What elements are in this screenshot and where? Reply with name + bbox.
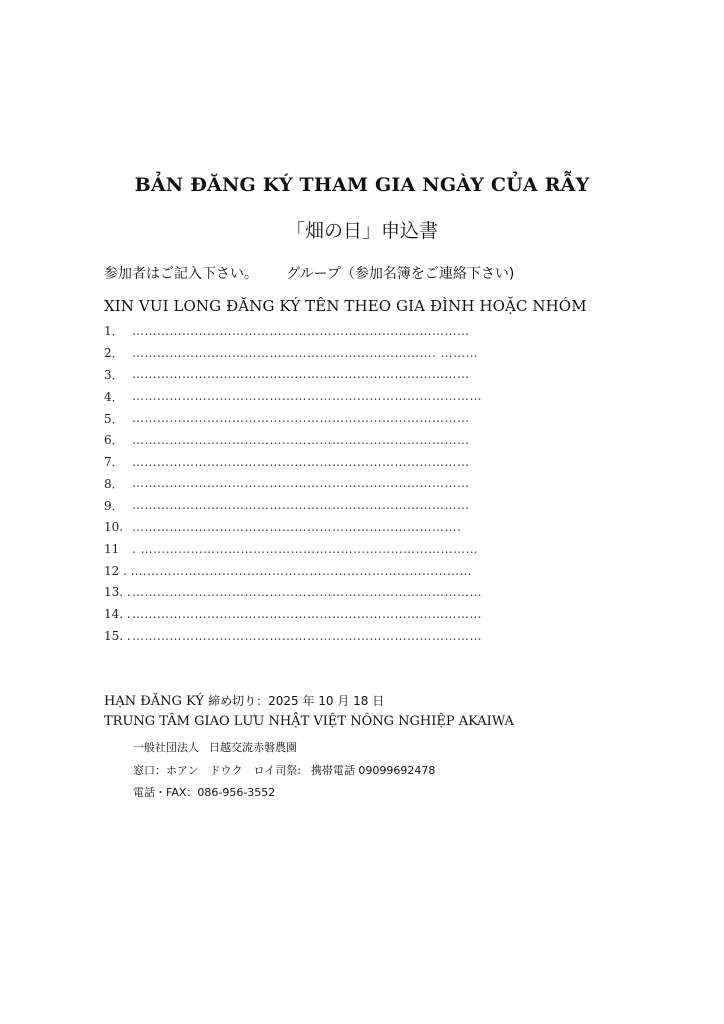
instructions [104, 263, 514, 283]
registration-row[interactable] [104, 451, 574, 473]
registration-row[interactable] [104, 342, 574, 364]
deadline [104, 692, 384, 709]
row-fill-line[interactable]: ……………………………………………………………………… [132, 367, 470, 382]
row-number: 12 . . [104, 563, 135, 578]
row-number: 10. [104, 520, 124, 535]
registration-heading: XIN VUI LONG ĐĂNG KÝ TÊN THEO GIA ĐÌNH HOẶC NHÓM [104, 297, 587, 315]
deadline-date-jp: 締め切り：2025 年 10 月 18 日 [208, 694, 385, 708]
org-type: 一般社団法人 [133, 741, 199, 754]
row-number: 9． [104, 498, 124, 513]
row-number: 7． [104, 455, 124, 470]
registration-list [104, 320, 574, 647]
row-fill-line[interactable]: ……………………………………………………………………… [132, 411, 470, 426]
row-fill-line[interactable]: ………………………………………………………………………… [132, 585, 482, 600]
org-name: 日越交流赤磐農園 [209, 741, 297, 754]
registration-row[interactable] [104, 560, 574, 582]
instructions-participants: 参加者はご記入下さい。 [104, 266, 258, 282]
contact-person: 窓口：ホアン ドウク ロイ司祭: [133, 764, 301, 777]
registration-row[interactable] [104, 429, 574, 451]
row-fill-line[interactable]: ……………………………………………………………………… [132, 476, 470, 491]
row-fill-line[interactable]: ……………………………………………………………………. [132, 520, 462, 535]
instructions-group: グループ（参加名簿をご連絡下さい) [286, 266, 515, 282]
row-fill-line[interactable]: ………………………………………………………………. ……… [132, 345, 479, 360]
mobile-phone: 携帯電話 09099692478 [310, 764, 436, 777]
row-number: 11 [104, 541, 120, 556]
registration-row[interactable] [104, 516, 574, 538]
center-name: TRUNG TÂM GIAO LƯU NHẬT VIỆT NÔNG NGHIỆP AKAIWA [104, 714, 514, 729]
row-number: 1． [104, 324, 124, 339]
registration-row[interactable] [104, 538, 574, 560]
document-subtitle: 「畑の日」申込書 [285, 220, 438, 242]
row-number: 14. . [104, 607, 131, 622]
registration-row[interactable] [104, 320, 574, 342]
row-fill-line[interactable]: ……………………………………………………………………… [132, 498, 470, 513]
row-fill-line[interactable]: ……………………………………………………………………… [132, 323, 470, 338]
row-number: 15. . [104, 629, 131, 644]
row-fill-line[interactable]: ………………………………………………………………………… [132, 629, 482, 644]
row-fill-line[interactable]: ……………………………………………………………………… [132, 432, 470, 447]
registration-row[interactable] [104, 494, 574, 516]
row-number: 13. . [104, 585, 131, 600]
row-number: 2． [104, 346, 124, 361]
row-number: 5． [104, 411, 124, 426]
row-fill-line[interactable]: ……………………………………………………………………… [134, 563, 473, 578]
organization [133, 739, 297, 755]
row-number: 4． [104, 389, 124, 404]
registration-row[interactable] [104, 603, 574, 625]
row-number: 8． [104, 476, 124, 491]
contact-window [133, 762, 435, 778]
document-title: BẢN ĐĂNG KÝ THAM GIA NGÀY CỦA RẪY [134, 174, 590, 196]
registration-row[interactable] [104, 582, 574, 604]
row-fill-line[interactable]: ………………………………………………………………………… [132, 607, 482, 622]
phone-fax: 電話・FAX：086-956-3552 [133, 786, 276, 799]
registration-row[interactable] [104, 407, 574, 429]
registration-row[interactable] [104, 625, 574, 647]
deadline-label-vn: HẠN ĐĂNG KÝ [104, 694, 204, 709]
row-number: 3． [104, 367, 124, 382]
row-fill-line[interactable]: ………………………………………………………………………… [132, 389, 482, 404]
registration-row[interactable] [104, 473, 574, 495]
registration-row[interactable] [104, 364, 574, 386]
row-number: 6． [104, 433, 124, 448]
row-fill-line[interactable]: . ……………………………………………………………………… [132, 541, 479, 556]
registration-row[interactable] [104, 385, 574, 407]
row-fill-line[interactable]: ……………………………………………………………………… [132, 454, 470, 469]
